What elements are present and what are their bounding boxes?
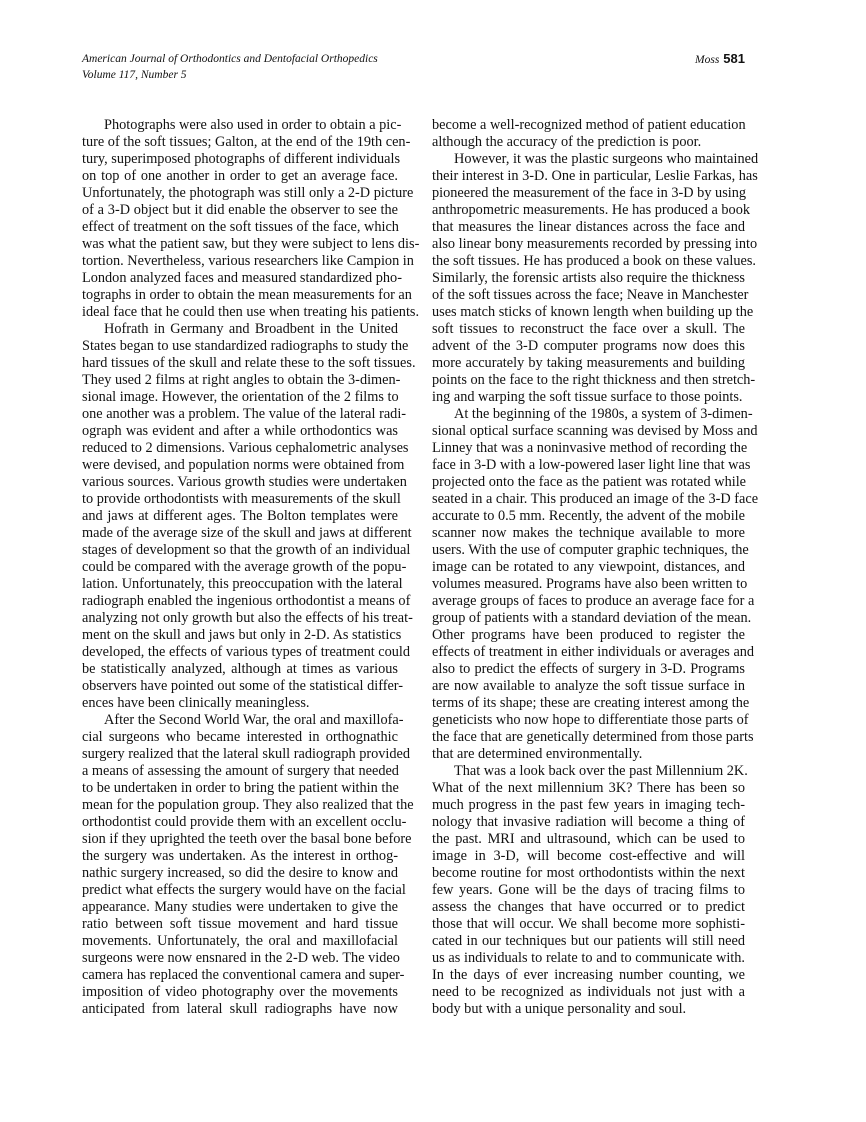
paragraph — [432, 763, 748, 1018]
text-line: tury, superimposed photographs of different individuals — [82, 151, 401, 167]
text-line: Other programs have been produced to register the — [432, 627, 745, 643]
text-line: nathic surgery increased, so did the desire to know and — [82, 865, 398, 881]
text-line: seated in a chair. This produced an image of the 3-D face — [432, 491, 759, 507]
text-column-left — [82, 117, 420, 1018]
paragraph — [82, 321, 416, 712]
text-line: image in 3-D, will become cost-effective and will — [432, 848, 745, 864]
running-header-right — [695, 51, 745, 68]
text-line: us as individuals to relate to and to communicate with. — [432, 950, 745, 966]
text-line: volumes measured. Programs have also been written to — [432, 576, 748, 592]
text-line: Photographs were also used in order to obtain a pic- — [104, 117, 402, 133]
paragraph — [82, 712, 414, 1018]
text-line: ratio between soft tissue movement and hard tissue — [82, 916, 398, 932]
text-line: What of the next millennium 3K? There has been so — [432, 780, 745, 796]
text-line: ing and warping the soft tissue surface to those points. — [432, 389, 743, 405]
text-line: need to be recognized as individuals not just with a — [432, 984, 745, 1000]
text-line: of the soft tissues across the face; Neave in Manchester — [432, 287, 749, 303]
text-line: was what the patient saw, but they were subject to lens dis- — [82, 236, 420, 252]
text-line: radiograph enabled the ingenious orthodontist a means of — [82, 593, 411, 609]
text-line: effect of treatment on the soft tissues of the face, which — [82, 219, 399, 235]
text-line: those that will occur. We shall become more sophisti- — [432, 916, 745, 932]
text-line: effects of treatment in either individuals or averages and — [432, 644, 755, 660]
text-line: sion if they uprighted the teeth over the basal bone before — [82, 831, 412, 847]
text-line: surgery realized that the lateral skull radiograph provided — [82, 746, 411, 762]
text-line: image can be rotated to any viewpoint, distances, and — [432, 559, 745, 575]
text-line: various sources. Various growth studies were undertaken — [82, 474, 407, 490]
text-line: the surgery was undertaken. As the interest in orthog- — [82, 848, 398, 864]
text-line: although the accuracy of the prediction is poor. — [432, 134, 702, 150]
text-line: also to predict the effects of surgery in 3-D. Programs — [432, 661, 745, 677]
text-line: the face that are genetically determined from those parts — [432, 729, 754, 745]
text-line: soft tissues to reconstruct the face over a skull. The — [432, 321, 745, 337]
text-line: appearance. Many studies were undertaken to give the — [82, 899, 398, 915]
text-line: users. With the use of computer graphic techniques, the — [432, 542, 749, 558]
text-line: Linney that was a noninvasive method of recording the — [432, 440, 748, 456]
journal-volume: Volume 117, Number 5 — [82, 69, 187, 81]
text-line: ture of the soft tissues; Galton, at the end of the 19th cen- — [82, 134, 411, 150]
text-line: movements. Unfortunately, the oral and maxillofacial — [82, 933, 398, 949]
text-line: and jaws at different ages. The Bolton templates were — [82, 508, 398, 524]
paragraph — [432, 151, 759, 406]
text-line: camera has replaced the conventional camera and super- — [82, 967, 405, 983]
text-line: However, it was the plastic surgeons who maintained — [454, 151, 759, 167]
text-line: that measures the linear distances across the face and — [432, 219, 745, 235]
text-line: group of patients with a standard deviation of the mean. — [432, 610, 752, 626]
text-line: much progress in the past few years in imaging tech- — [432, 797, 745, 813]
text-line: After the Second World War, the oral and maxillofa- — [104, 712, 404, 728]
paragraph — [432, 406, 759, 763]
text-line: their interest in 3-D. One in particular, Leslie Farkas, has — [432, 168, 758, 184]
text-line: States began to use standardized radiographs to study the — [82, 338, 409, 354]
text-line: ideal face that he could then use when treating his patients. — [82, 304, 420, 320]
text-line: also linear bony measurements recorded by pressing into — [432, 236, 758, 252]
text-line: In the days of ever increasing number counting, we — [432, 967, 745, 983]
text-line: the soft tissues. He has produced a book on these values. — [432, 253, 756, 269]
text-line: body but with a unique personality and soul. — [432, 1001, 687, 1017]
text-line: anticipated from lateral skull radiographs have now — [82, 1001, 398, 1017]
text-line: Similarly, the forensic artists also require the thickness — [432, 270, 745, 286]
text-line: imposition of video photography over the movements — [82, 984, 398, 1000]
text-line: one another was a problem. The value of the lateral radi- — [82, 406, 407, 422]
text-line: more accurately by taking measurements and building — [432, 355, 745, 371]
text-line: cated in our techniques but our patients will still need — [432, 933, 745, 949]
text-line: ograph was evident and after a while orthodontics was — [82, 423, 398, 439]
text-line: They used 2 films at right angles to obtain the 3-dimen- — [82, 372, 401, 388]
text-line: cial surgeons who became interested in orthognathic — [82, 729, 398, 745]
text-line: are now available to analyze the soft tissue surface in — [432, 678, 745, 694]
text-line: That was a look back over the past Millennium 2K. — [454, 763, 748, 779]
text-column-right — [432, 117, 759, 1018]
text-line: predict what effects the surgery would have on the facial — [82, 882, 406, 898]
text-line: hard tissues of the skull and relate these to the soft tissues. — [82, 355, 416, 371]
text-line: face in 3-D with a low-powered laser light line that was — [432, 457, 751, 473]
text-line: sional optical surface scanning was devised by Moss and — [432, 423, 758, 439]
text-line: few years. Gone will be the days of tracing films to — [432, 882, 745, 898]
text-line: sional image. However, the orientation of the 2 films to — [82, 389, 399, 405]
text-line: that are determined environmentally. — [432, 746, 643, 762]
text-line: lation. Unfortunately, this preoccupation with the lateral — [82, 576, 403, 592]
text-line: developed, the effects of various types of treatment could — [82, 644, 411, 660]
text-line: could be compared with the average growth of the popu- — [82, 559, 407, 575]
text-line: anthropometric measurements. He has produced a book — [432, 202, 751, 218]
text-line: were devised, and population norms were obtained from — [82, 457, 405, 473]
text-line: made of the average size of the skull and jaws at different — [82, 525, 412, 541]
text-line: accurate to 0.5 mm. Recently, the advent of the mobile — [432, 508, 745, 524]
text-line: uses match sticks of known length when building up the — [432, 304, 754, 320]
text-line: be statistically analyzed, although at times as various — [82, 661, 398, 677]
text-line: pioneered the measurement of the face in 3-D by using — [432, 185, 747, 201]
text-line: reduced to 2 dimensions. Various cephalometric analyses — [82, 440, 409, 456]
text-line: At the beginning of the 1980s, a system of 3-dimen- — [454, 406, 753, 422]
text-line: scanner now makes the technique available to more — [432, 525, 745, 541]
text-line: the past. MRI and ultrasound, which can be used to — [432, 831, 745, 847]
text-line: stages of development so that the growth of an individual — [82, 542, 411, 558]
journal-title: American Journal of Orthodontics and Dentofacial Orthopedics — [82, 53, 378, 65]
text-line: a means of assessing the amount of surgery that needed — [82, 763, 399, 779]
text-line: become a well-recognized method of patient education — [432, 117, 746, 133]
text-line: on top of one another in order to get an average face. — [82, 168, 398, 184]
text-line: tortion. Nevertheless, various researchers like Campion in — [82, 253, 414, 269]
text-line: projected onto the face as the patient was rotated while — [432, 474, 747, 490]
text-line: assess the changes that have occurred or to predict — [432, 899, 745, 915]
text-line: ences have been clinically meaningless. — [82, 695, 310, 711]
page-number: 581 — [723, 51, 745, 66]
text-line: to provide orthodontists with measurements of the skull — [82, 491, 401, 507]
text-line: to be undertaken in order to bring the patient within the — [82, 780, 399, 796]
text-line: average groups of faces to produce an average face for a — [432, 593, 755, 609]
paragraph — [82, 117, 420, 321]
text-line: become routine for most orthodontists within the next — [432, 865, 745, 881]
running-header-left — [82, 51, 378, 83]
text-line: observers have pointed out some of the statistical differ- — [82, 678, 404, 694]
text-line: Hofrath in Germany and Broadbent in the United — [104, 321, 398, 337]
text-line: London analyzed faces and measured standardized pho- — [82, 270, 402, 286]
text-line: of a 3-D object but it did enable the observer to see the — [82, 202, 398, 218]
text-line: analyzing not only growth but also the effects of his treat- — [82, 610, 413, 626]
text-line: Unfortunately, the photograph was still only a 2-D picture — [82, 185, 414, 201]
text-line: mean for the population group. They also realized that the — [82, 797, 414, 813]
text-line: tographs in order to obtain the mean measurements for an — [82, 287, 412, 303]
text-line: surgeons were now ensnared in the 2-D web. The video — [82, 950, 400, 966]
text-line: points on the face to the right thickness and then stretch- — [432, 372, 756, 388]
author-name: Moss — [695, 54, 720, 66]
paragraph — [432, 117, 745, 151]
text-line: advent of the 3-D computer programs now does this — [432, 338, 745, 354]
text-line: ment on the skull and jaws but only in 2-D. As statistics — [82, 627, 402, 643]
text-line: terms of its shape; these are creating interest among the — [432, 695, 750, 711]
text-line: orthodontist could provide them with an excellent occlu- — [82, 814, 407, 830]
text-line: nology that invasive radiation will become a thing of — [432, 814, 745, 830]
text-line: geneticists who now hope to differentiate those parts of — [432, 712, 749, 728]
